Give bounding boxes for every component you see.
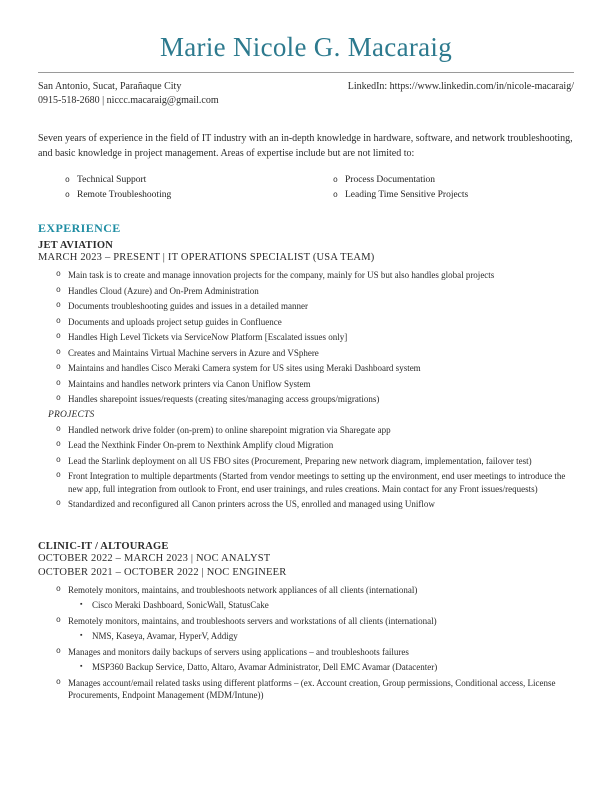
job-bullet: o Handles High Level Tickets via ServiceNow Platform [Escalated issues only]: [38, 331, 574, 344]
job-bullet: o Documents troubleshooting guides and issues in a detailed manner: [38, 300, 574, 313]
job-bullet: o Manages account/email related tasks using different platforms – (ex. Account creation, Group permissions, Conditional access, License Procurements, Endpoint Management (MDM/Intune)): [38, 677, 574, 702]
job-role-line: OCTOBER 2022 – MARCH 2023 | NOC ANALYST: [38, 552, 271, 564]
job-sub-bullet: ▪ Cisco Meraki Dashboard, SonicWall, StatusCake: [38, 599, 574, 612]
contact-block: [38, 80, 574, 108]
resume-name: Marie Nicole G. Macaraig: [159, 32, 453, 62]
job-bullet: o Maintains and handles Cisco Meraki Camera system for US sites using Meraki Dashboard system: [38, 362, 574, 375]
experience-heading: EXPERIENCE: [38, 221, 121, 235]
contact-linkedin: LinkedIn: https://www.linkedin.com/in/nicole-macaraig/: [347, 81, 574, 92]
job-sub-bullet: ▪ MSP360 Backup Service, Datto, Altaro, Avamar Administrator, Dell EMC Avamar (Datacenter): [38, 661, 574, 674]
contact-location: San Antonio, Sucat, Parañaque City: [38, 81, 182, 92]
project-bullet: o Lead the Starlink deployment on all US FBO sites (Procurement, Preparing new network diagram, implementation, failover test): [38, 455, 574, 468]
expertise-list: [38, 173, 574, 203]
expertise-item: o Process Documentation: [306, 173, 574, 188]
job-bullet: o Remotely monitors, maintains, and troubleshoots servers and workstations of all clients (international): [38, 615, 574, 628]
expertise-item: o Technical Support: [38, 173, 306, 188]
job-bullet: o Creates and Maintains Virtual Machine servers in Azure and VSphere: [38, 347, 574, 360]
header-divider: [38, 72, 574, 73]
contact-phone-email: 0915-518-2680 | niccc.macaraig@gmail.com: [38, 95, 219, 106]
expertise-column: [306, 173, 574, 203]
job-bullet-list: [38, 269, 574, 406]
summary-text: Seven years of experience in the field of IT industry with an in-depth knowledge in hardware, software, and network troubleshooting, and basic knowledge in project management. Areas of expertise include but are not limited to:: [38, 133, 573, 159]
job-bullet: o Manages and monitors daily backups of servers using applications – and troubleshoots failures: [38, 646, 574, 659]
job-bullet: o Maintains and handles network printers via Canon Uniflow System: [38, 378, 574, 391]
project-bullet: o Lead the Nexthink Finder On-prem to Nexthink Amplify cloud Migration: [38, 439, 574, 452]
job-company: JET AVIATION: [38, 240, 114, 251]
expertise-item: o Leading Time Sensitive Projects: [306, 188, 574, 203]
job-role-line: OCTOBER 2021 – OCTOBER 2022 | NOC ENGINEER: [38, 566, 287, 578]
job-entry: [38, 240, 574, 511]
job-sub-bullet: ▪ NMS, Kaseya, Avamar, HyperV, Addigy: [38, 630, 574, 643]
project-bullet: o Handled network drive folder (on-prem) to online sharepoint migration via Sharegate app: [38, 424, 574, 437]
experience-jobs: [38, 240, 574, 702]
job-bullet: o Documents and uploads project setup guides in Confluence: [38, 316, 574, 329]
job-company: CLINIC-IT / ALTOURAGE: [38, 540, 169, 552]
job-bullet: o Main task is to create and manage innovation projects for the company, mainly for US but also handles global projects: [38, 269, 574, 282]
project-bullet: o Front Integration to multiple departments (Started from vendor meetings to setting up the environment, end user meetings to introduce the new app, full integration from outlook to Front, end user trainings, and rules creations. Main contact for any Front issues/requests): [38, 470, 574, 495]
projects-heading: PROJECTS: [48, 409, 95, 420]
contact-left: [38, 80, 219, 108]
job-entry: [38, 541, 574, 702]
expertise-item: o Remote Troubleshooting: [38, 188, 306, 203]
job-bullet: o Handles sharepoint issues/requests (creating sites/managing access groups/migrations): [38, 393, 574, 406]
project-bullet: o Standardized and reconfigured all Canon printers across the US, enrolled and managed using Uniflow: [38, 498, 574, 511]
projects-bullet-list: [38, 424, 574, 511]
job-bullet: o Handles Cloud (Azure) and On-Prem Administration: [38, 285, 574, 298]
expertise-column: [38, 173, 306, 203]
job-bullet-list: [38, 584, 574, 702]
job-role-line: MARCH 2023 – PRESENT | IT OPERATIONS SPECIALIST (USA TEAM): [38, 252, 375, 263]
job-bullet: o Remotely monitors, maintains, and troubleshoots network appliances of all clients (international): [38, 584, 574, 597]
